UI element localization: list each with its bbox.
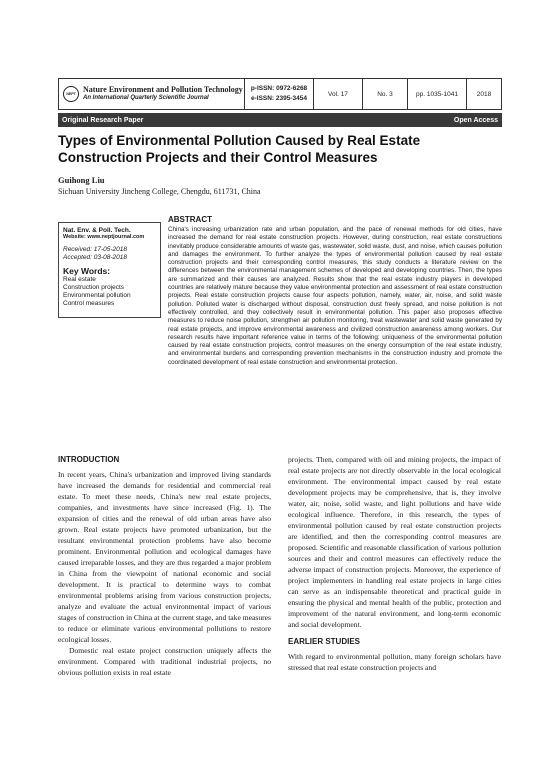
pissn: p-ISSN: 0972-6268 bbox=[250, 85, 308, 92]
abstract-heading: ABSTRACT bbox=[168, 215, 212, 224]
journal-header bbox=[58, 78, 502, 110]
intro-continued-paragraph: projects. Then, compared with oil and mining projects, the impact of real estate projects are not directly observable in the local ecological environment. The environmental impact caused by real estate development projects may be comprehensive, that is, they involve water, air, noise, solid waste, and light pollutions and have wide ecological influence. Therefore, in this research, the types of environmental pollution caused by real estate construction projects are identified, and then the corresponding control measures are proposed. Scientific and reasonable classification of various pollution sources and their and control measures can effectively reduce the adverse impact of construction projects. Moreover, the experience of project implementers in handling real estate projects in large cities can serve as an indispensable theoretical and practical guide in ensuring the physical and mental health of the public, protection and improvement of the natural environment, and long-term economic and social development. bbox=[288, 455, 501, 629]
author-name: Guihong Liu bbox=[58, 175, 105, 185]
eissn: e-ISSN: 2395-3454 bbox=[250, 95, 307, 102]
right-column bbox=[288, 454, 501, 673]
intro-paragraph-2: Domestic real estate project construction uniquely affects the environment. Compared with traditional industrial projects, no obvious pollution exists in real estate bbox=[58, 646, 271, 677]
received-date: Received: 17-05-2018 bbox=[63, 246, 127, 253]
abstract-text: China's increasing urbanization rate and urban population, and the pace of renewal methods for old cities, have increased the demand for real estate construction projects. However, during construction, real estate constructions inevitably produce considerable amounts of waste gas, wastewater, solid waste, dust, and noise, which causes pollution and damages the environment. To further analyze the types of environmental pollution caused by real estate construction projects and their corresponding control measures, this study conducts a literature review on the differences between the environmental management schemes of developed and developing countries. Then, the types are summarized and their causes are analyzed. Results show that the real estate industry players in developed countries are relatively mature because they value environmental protection and assessment of real estate construction projects. Real estate construction projects cause four aspects pollution, namely, water, air, noise, and solid waste pollution. Polluted water is discharged without disposal, construction dust freely spread, and noise pollution is not effectively controlled, and they collectively result in environmental pollution. This paper also proposes effective measures to reduce noise pollution, strengthen air pollution monitoring, treat wastewater and solid waste generated by real estate projects, and improve environmental awareness and civilized construction awareness among workers. Our research results have important reference value in terms of the following: uniqueness of the environmental pollution caused by real estate construction projects, control measures on the energy consumption of the real estate industry, and environmental burdens and corresponding prevention mechanisms in the construction industry and promote the coordinated development of real estate construction and environmental protection. bbox=[168, 226, 502, 366]
paper-title: Types of Environmental Pollution Caused by Real Estate Construction Projects and their Control Measures bbox=[58, 133, 421, 165]
intro-paragraph-1: In recent years, China's urbanization and improved living standards have increased the demands for residential and commercial real estate. To meet these needs, China's new real estate projects, companies, and investments have since increased (Fig. 1). The expansion of cities and the renewal of old urban areas have also grown. Real estate projects have promoted urbanization, but the resultant environmental protection problems have also become prominent. Environmental pollution and ecological damages have caused irreparable losses, and they are thus regarded a major problem in China from the viewpoint of national economic and social development. It is practical to determine ways to combat environmental problems arising from various construction projects, analyze and evaluate the actual environmental impact of various stages of construction in China at the current stage, and take measures to reduce or eliminate various environmental pollutions to restore ecological losses. bbox=[58, 470, 271, 644]
article-type-banner bbox=[58, 113, 502, 127]
keywords-heading: Key Words: bbox=[63, 266, 111, 276]
volume: Vol. 17 bbox=[313, 79, 362, 109]
issue-number: No. 3 bbox=[362, 79, 407, 109]
issn-cell bbox=[244, 79, 313, 109]
keyword-item: Control measures bbox=[63, 300, 115, 307]
keyword-item: Construction projects bbox=[63, 284, 125, 291]
sidebar-website: Website: www.neptjournal.com bbox=[63, 234, 145, 240]
article-info-box bbox=[58, 222, 161, 318]
open-access-label: Open Access bbox=[453, 116, 498, 124]
sidebar-journal: Nat. Env. & Poll. Tech. bbox=[63, 227, 131, 234]
keyword-item: Real estate bbox=[63, 276, 96, 283]
journal-title-cell bbox=[59, 79, 244, 109]
page-range: pp. 1035-1041 bbox=[407, 79, 466, 109]
earlier-studies-paragraph: With regard to environmental pollution, many foreign scholars have stressed that real estate construction projects and bbox=[288, 652, 501, 672]
article-type: Original Research Paper bbox=[62, 116, 144, 124]
author-affiliation: Sichuan University Jincheng College, Chengdu, 611731, China bbox=[58, 187, 261, 196]
accepted-date: Accepted: 03-08-2018 bbox=[63, 254, 127, 261]
introduction-heading: INTRODUCTION bbox=[58, 455, 120, 464]
year: 2018 bbox=[466, 79, 501, 109]
earlier-studies-heading: EARLIER STUDIES bbox=[288, 637, 361, 646]
left-column bbox=[58, 454, 271, 678]
journal-name: Nature Environment and Pollution Technology bbox=[83, 85, 243, 94]
journal-logo: NEPT bbox=[63, 86, 79, 102]
keyword-item: Environmental pollution bbox=[63, 292, 131, 299]
journal-subtitle: An International Quarterly Scientific Journal bbox=[83, 95, 209, 101]
